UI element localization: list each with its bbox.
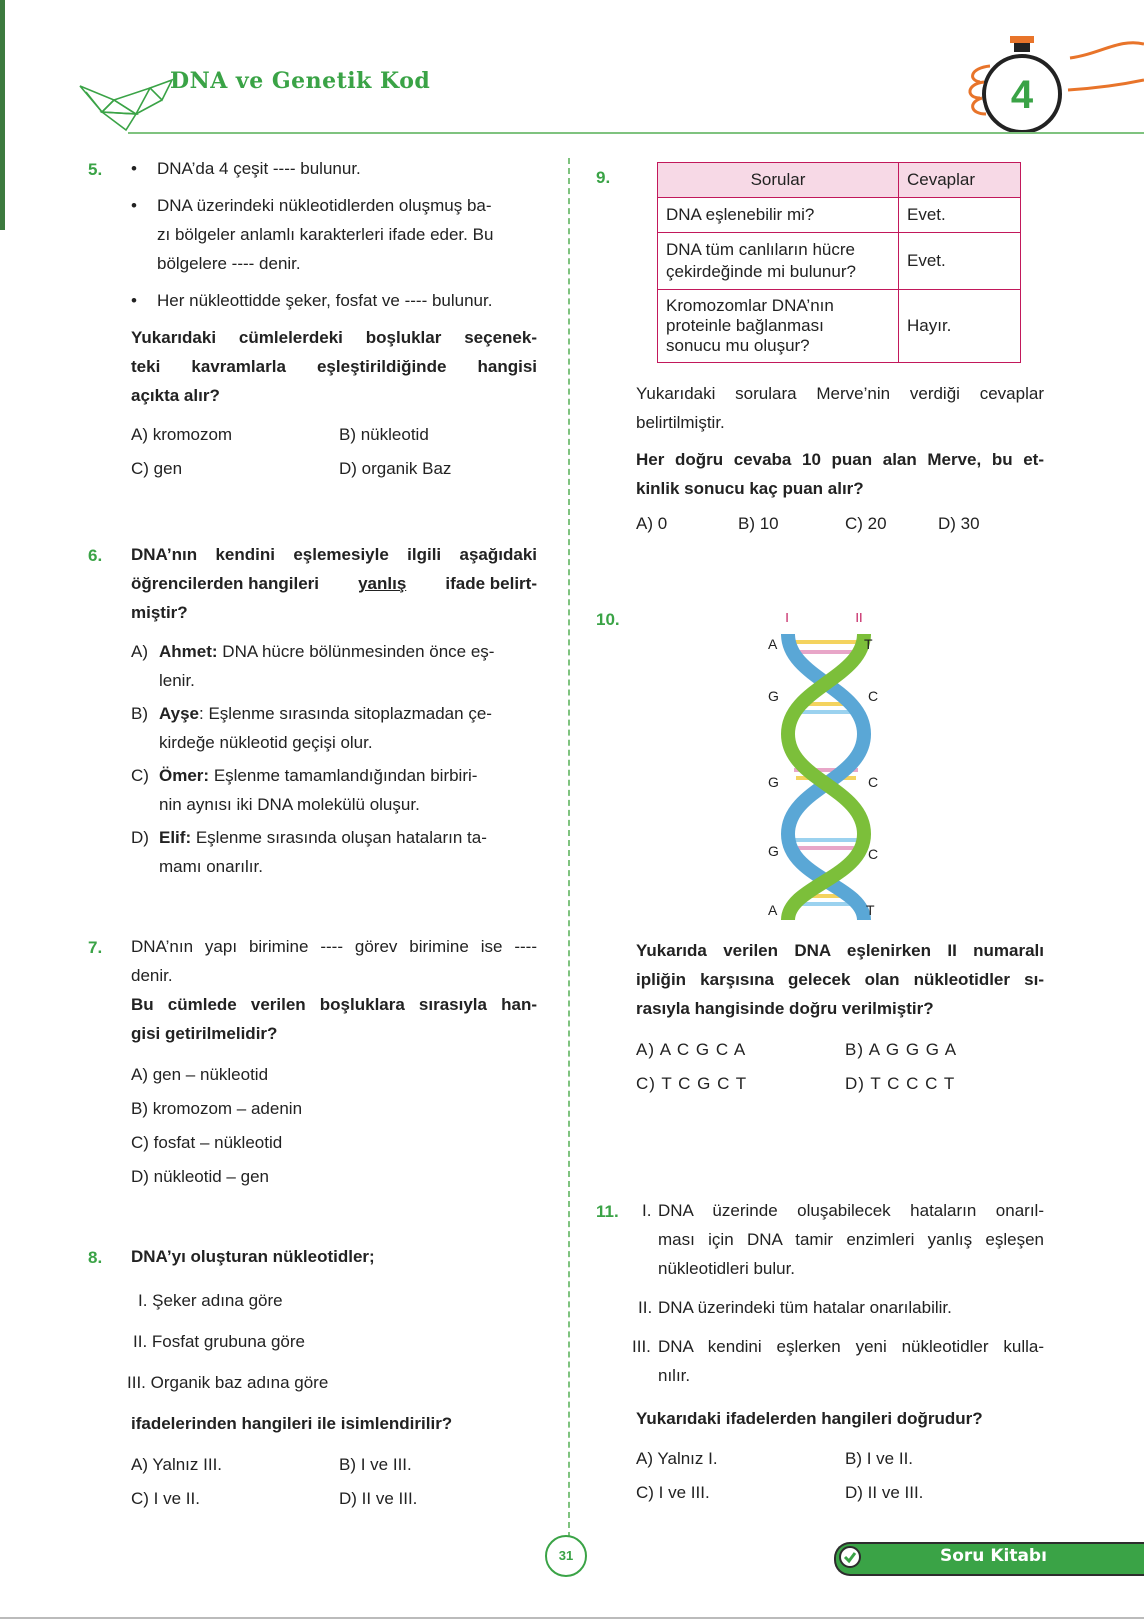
right-base-4: C — [868, 846, 879, 862]
polygon-bird-logo — [76, 70, 176, 132]
q8-item-3: III. Organik baz adına göre — [127, 1373, 329, 1392]
unit-number: 4 — [1010, 73, 1034, 117]
q9-row-2 — [658, 233, 1021, 290]
q11-option-b[interactable]: B) I ve II. — [845, 1449, 914, 1468]
q6-option-d-name: Elif: — [159, 828, 192, 847]
q11-item-3-line1: DNA kendini eşlerken yeni nükleotidler kulla- — [658, 1337, 1044, 1356]
q6-option-c[interactable] — [131, 761, 537, 819]
q9-text — [636, 379, 1044, 437]
q9-question — [636, 445, 1044, 503]
q9-row-3-q-line1: Kromozomlar DNA’nın — [666, 296, 834, 315]
q6-options — [131, 637, 537, 881]
q9-row-1-q-line1: DNA eşlenebilir mi? — [666, 205, 815, 224]
q7-question-line1: Bu cümlede verilen boşluklara sırasıyla han- — [131, 995, 537, 1014]
q8-item-2: II. Fosfat grubuna göre — [133, 1332, 305, 1351]
left-edge-bar — [0, 0, 5, 230]
left-base-4: G — [768, 843, 779, 859]
q11-item-1-line3: nükleotidleri bulur. — [658, 1259, 796, 1278]
book-label: Soru Kitabı — [940, 1546, 1047, 1566]
q6-option-a-line2: lenir. — [159, 671, 195, 690]
q6-option-b-line1: : Eşlenme sırasında sitoplazmadan çe- — [199, 704, 492, 723]
left-base-1: A — [768, 636, 778, 652]
q6-option-c-line1: Eşlenme tamamlandığından birbiri- — [213, 766, 478, 785]
q11-item-2-line1: DNA üzerindeki tüm hatalar onarılabilir. — [658, 1298, 952, 1317]
dna-helix-figure — [760, 608, 890, 928]
q5-bullet-2c: bölgelere ---- denir. — [157, 254, 301, 273]
left-base-5: A — [768, 902, 778, 918]
q5-bullet-2b: zı bölgeler anlamlı karakterleri ifade eder. Bu — [157, 225, 494, 244]
header-rule — [128, 132, 1144, 134]
q10-option-b[interactable]: B) A G G G A — [845, 1040, 958, 1059]
q5-question-line3: açıkta alır? — [131, 386, 220, 405]
q7-text — [131, 932, 537, 990]
right-base-2: C — [868, 688, 879, 704]
q9-question-line1: Her doğru cevaba 10 puan alan Merve, bu et- — [636, 450, 1044, 469]
q5-option-a[interactable]: A) kromozom — [131, 425, 233, 444]
right-base-5: T — [866, 902, 875, 918]
q7-option-d[interactable]: D) nükleotid – gen — [131, 1167, 269, 1186]
q9-option-b[interactable]: B) 10 — [738, 514, 779, 533]
q6-question-line2c: ifade belirt- — [445, 574, 537, 593]
q10-question-line2: ipliğin karşısına gelecek olan nükleotidler sı- — [636, 970, 1044, 989]
q5-number: 5. — [88, 160, 103, 179]
q6-question-line2a: öğrencilerden hangileri — [131, 574, 319, 593]
q10-option-c[interactable]: C) T C G C T — [636, 1074, 748, 1093]
q11-item-3-line2: nılır. — [658, 1366, 691, 1385]
q11-item-3-num: III. — [632, 1337, 651, 1356]
q5-question-line2: teki kavramlarla eşleştirildiğinde hangisi — [131, 357, 537, 376]
q9-row-2-answer: Evet. — [899, 233, 1021, 290]
q9-row-2-q-line2: çekirdeğinde mi bulunur? — [666, 262, 856, 281]
q6-option-a[interactable] — [131, 637, 537, 695]
q10-option-d[interactable]: D) T C C C T — [845, 1074, 956, 1093]
q6-option-c-letter: C) — [131, 766, 149, 785]
q6-option-a-line1: DNA hücre bölünmesinden önce eş- — [222, 642, 495, 661]
q6-question-yanlis: yanlış — [358, 574, 407, 593]
q9-number: 9. — [596, 168, 611, 187]
q10-question — [636, 936, 1044, 1023]
q11-item-2-num: II. — [638, 1298, 653, 1317]
q9-text-line2: belirtilmiştir. — [636, 413, 725, 432]
q8-number: 8. — [88, 1248, 103, 1267]
q9-row-3 — [658, 290, 1021, 363]
q7-number: 7. — [88, 938, 103, 957]
q6-option-b[interactable] — [131, 699, 537, 757]
q9-row-1-question — [658, 198, 899, 233]
q8-option-d[interactable]: D) II ve III. — [339, 1489, 418, 1508]
q5-bullet-2a: DNA üzerindeki nükleotidlerden oluşmuş ba- — [157, 196, 492, 215]
q5-bullet-3: Her nükleottidde şeker, fosfat ve ---- bulunur. — [157, 291, 493, 310]
q5-option-b[interactable]: B) nükleotid — [339, 425, 429, 444]
q9-header-questions: Sorular — [658, 163, 899, 198]
q11-item-3 — [632, 1332, 1044, 1390]
q7-question — [131, 990, 537, 1048]
q6-option-b-name: Ayşe — [159, 704, 200, 723]
q6-option-d[interactable] — [131, 823, 537, 881]
q5-option-d[interactable]: D) organik Baz — [339, 459, 452, 478]
q11-item-1 — [636, 1196, 1044, 1283]
q9-option-c[interactable]: C) 20 — [845, 514, 887, 533]
q9-row-3-answer: Hayır. — [899, 290, 1021, 363]
q6-option-d-line1: Eşlenme sırasında oluşan hataların ta- — [195, 828, 487, 847]
q9-row-3-q-line3: sonucu mu oluşur? — [666, 336, 810, 355]
q9-row-1-answer: Evet. — [899, 198, 1021, 233]
strand-label-ii: II — [855, 610, 863, 625]
q9-row-3-q-line2: proteinle bağlanması — [666, 316, 824, 335]
q11-item-1-line2: ması için DNA tamir enzimleri yanlış eşleşen — [658, 1230, 1044, 1249]
q10-option-a[interactable]: A) A C G C A — [636, 1040, 747, 1059]
q8-item-1: I. Şeker adına göre — [138, 1291, 283, 1310]
q8-option-b[interactable]: B) I ve III. — [339, 1455, 412, 1474]
stopwatch-hand-icon — [960, 18, 1144, 136]
q11-item-1-num: I. — [642, 1201, 652, 1220]
q11-option-a[interactable]: A) Yalnız I. — [636, 1449, 718, 1468]
q6-question-line1: DNA’nın kendini eşlemesiyle ilgili aşağıdaki — [131, 545, 537, 564]
column-divider — [568, 158, 570, 1538]
q7-option-c[interactable]: C) fosfat – nükleotid — [131, 1133, 283, 1152]
q6-question-line3: miştir? — [131, 603, 188, 622]
q6-option-c-name: Ömer: — [159, 766, 210, 785]
q5-bullets: • DNA’da 4 çeşit ---- bulunur. • DNA üzerindeki nükleotidlerden oluşmuş ba- zı bölgeler anlamlı karakterleri ifade eder. Bu bölgelere ---- denir. • Her nükleottidde şeker, fosfat ve ---- bulunur. — [157, 154, 537, 315]
right-base-3: C — [868, 774, 879, 790]
q7-option-b[interactable]: B) kromozom – adenin — [131, 1099, 303, 1118]
q11-item-1-line1: DNA üzerinde oluşabilecek hataların onarıl- — [658, 1201, 1044, 1220]
left-base-2: G — [768, 688, 779, 704]
q11-number: 11. — [596, 1202, 619, 1221]
q6-option-d-letter: D) — [131, 828, 149, 847]
q10-question-line3: rasıyla hangisinde doğru verilmiştir? — [636, 999, 934, 1018]
q6-number: 6. — [88, 546, 103, 565]
q5-question — [131, 323, 537, 410]
q9-option-d[interactable]: D) 30 — [938, 514, 980, 533]
q9-row-2-question — [658, 233, 899, 290]
right-base-1: T — [864, 636, 873, 652]
q7-text-line2: denir. — [131, 966, 173, 985]
q9-question-line2: kinlik sonucu kaç puan alır? — [636, 479, 864, 498]
q6-option-c-line2: nin aynısı iki DNA molekülü oluşur. — [159, 795, 420, 814]
q9-option-a[interactable]: A) 0 — [636, 514, 668, 533]
page-number: 31 — [545, 1535, 587, 1577]
q11-option-d[interactable]: D) II ve III. — [845, 1483, 924, 1502]
q11-items — [632, 1196, 1044, 1390]
q6-option-b-letter: B) — [131, 704, 148, 723]
q6-option-a-letter: A) — [131, 642, 148, 661]
q7-text-line1: DNA’nın yapı birimine ---- görev birimine ise ---- — [131, 937, 537, 956]
q5-option-c[interactable]: C) gen — [131, 459, 183, 478]
q9-table — [657, 162, 1021, 363]
check-circle-icon — [838, 1545, 862, 1569]
q9-row-2-q-line1: DNA tüm canlıların hücre — [666, 240, 855, 259]
q7-question-line2: gisi getirilmelidir? — [131, 1024, 278, 1043]
q9-row-1 — [658, 198, 1021, 233]
strand-label-i: I — [785, 610, 789, 625]
q8-option-a[interactable]: A) Yalnız III. — [131, 1455, 223, 1474]
q8-option-c[interactable]: C) I ve II. — [131, 1489, 200, 1508]
q6-question — [131, 540, 537, 627]
q9-text-line1: Yukarıdaki sorulara Merve’nin verdiği cevaplar — [636, 384, 1044, 403]
q9-row-3-question — [658, 290, 899, 363]
q6-option-a-name: Ahmet: — [159, 642, 218, 661]
q11-item-2 — [636, 1293, 1044, 1322]
q9-header-answers: Cevaplar — [899, 163, 1021, 198]
left-base-3: G — [768, 774, 779, 790]
q7-option-a[interactable]: A) gen – nükleotid — [131, 1065, 269, 1084]
q10-number: 10. — [596, 610, 620, 629]
q11-question: Yukarıdaki ifadelerden hangileri doğrudur? — [636, 1409, 983, 1428]
page-title: DNA ve Genetik Kod — [170, 68, 431, 94]
bottom-rule — [0, 1617, 1144, 1619]
q6-option-b-line2: kirdeğe nükleotid geçişi olur. — [159, 733, 373, 752]
q10-question-line1: Yukarıda verilen DNA eşlenirken II numaralı — [636, 941, 1044, 960]
q8-title: DNA’yı oluşturan nükleotidler; — [131, 1247, 375, 1266]
q5-bullet-1: DNA’da 4 çeşit ---- bulunur. — [157, 159, 361, 178]
q5-question-line1: Yukarıdaki cümlelerdeki boşluklar seçenek- — [131, 328, 537, 347]
q8-question: ifadelerinden hangileri ile isimlendirilir? — [131, 1414, 453, 1433]
q6-option-d-line2: mamı onarılır. — [159, 857, 263, 876]
q11-option-c[interactable]: C) I ve III. — [636, 1483, 710, 1502]
